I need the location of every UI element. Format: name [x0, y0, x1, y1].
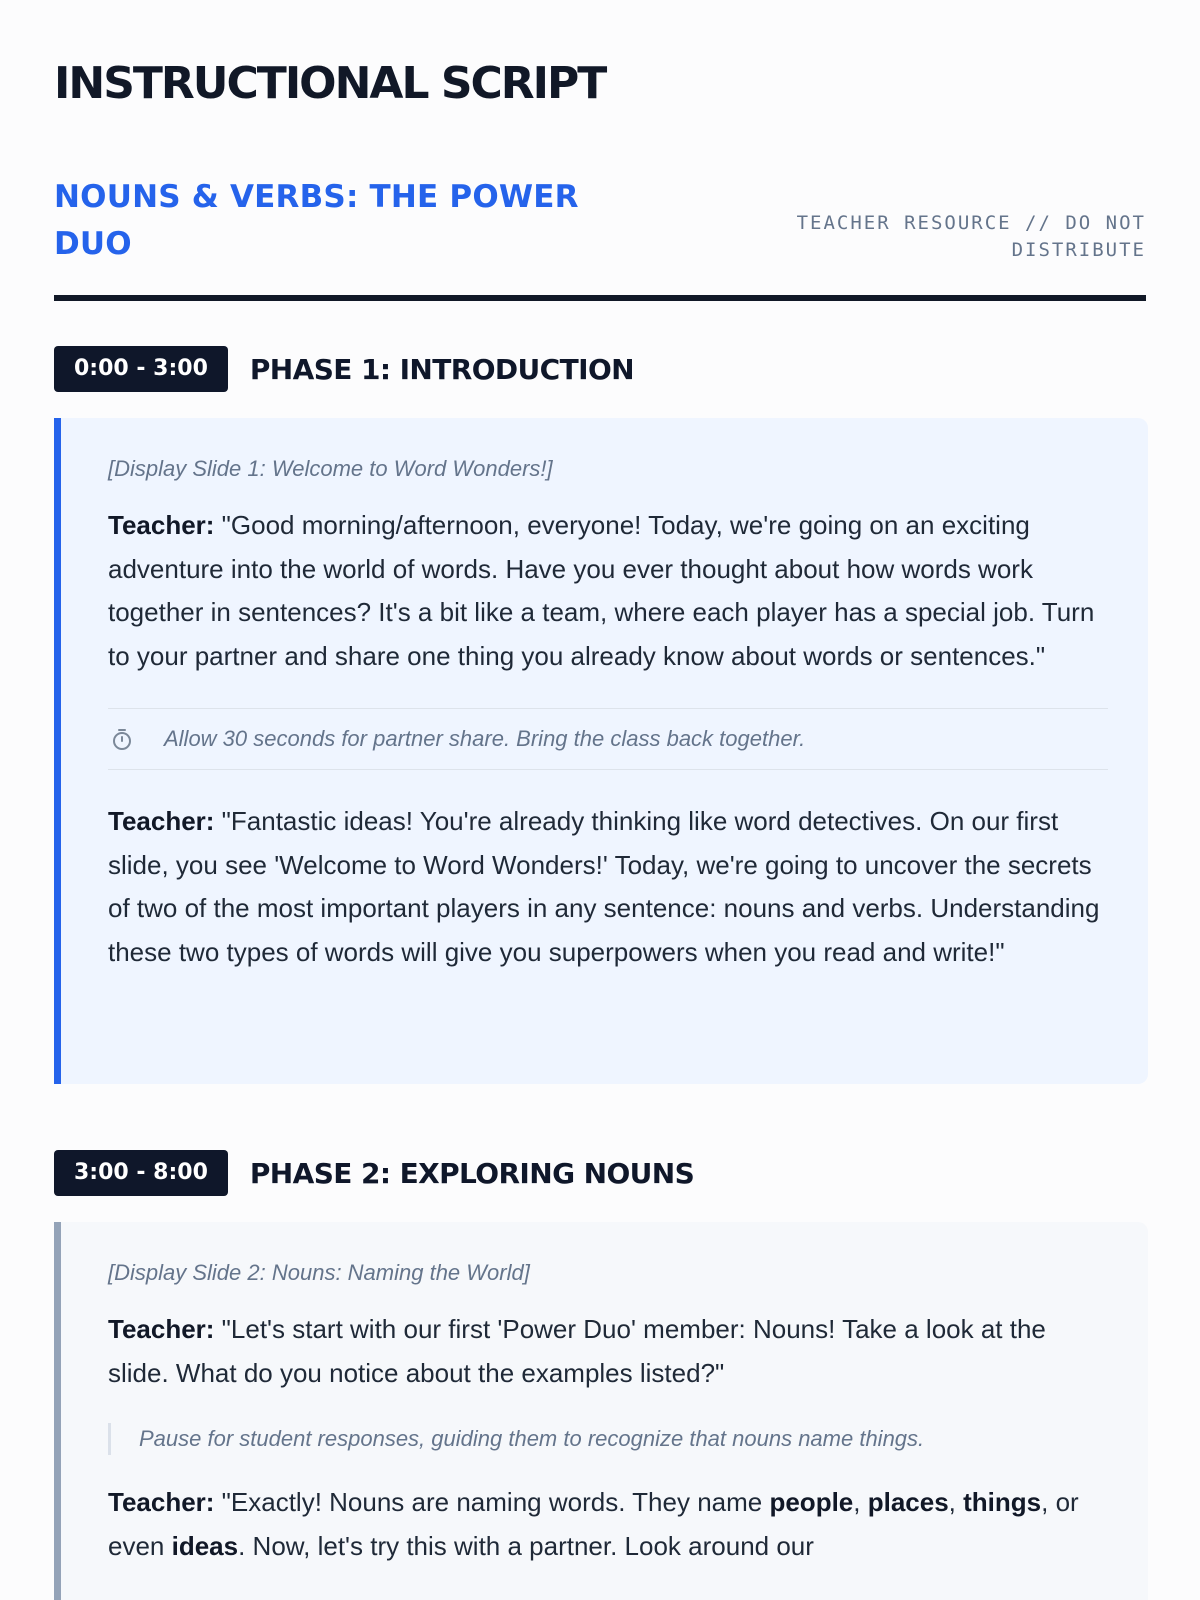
speaker-label: Teacher:: [108, 1487, 215, 1517]
separator: ,: [853, 1487, 868, 1517]
teacher-line-text: "Good morning/afternoon, everyone! Today, we're going on an exciting adventure into the world of words. Have you ever thought about how words work together in sentences? It's a bit like a team, where each player has a special job. Turn to your partner and share one thing you already know about words or sentences.": [108, 510, 1095, 671]
phase-1-heading: [54, 346, 634, 392]
document-title: INSTRUCTIONAL SCRIPT: [54, 58, 606, 109]
document-subtitle: NOUNS & VERBS: THE POWER DUO: [54, 179, 579, 262]
phase-2-time-badge: 3:00 - 8:00: [54, 1150, 228, 1196]
teacher-line: [108, 1308, 1108, 1395]
resource-tag: TEACHER RESOURCE // DO NOT DISTRIBUTE: [796, 212, 1146, 261]
timing-note-text: Allow 30 seconds for partner share. Bring the class back together.: [164, 726, 806, 751]
keyword-ideas: ideas: [171, 1530, 239, 1561]
timing-note: [108, 708, 1108, 770]
phase-1-title: PHASE 1: INTRODUCTION: [249, 352, 634, 386]
speaker-label: Teacher:: [108, 510, 215, 540]
keyword-things: things: [963, 1487, 1042, 1517]
slide-note: [Display Slide 2: Nouns: Naming the World]: [108, 1260, 530, 1285]
phase-2-script-card: [54, 1222, 1148, 1600]
document-header: [54, 0, 1146, 301]
teacher-line-text: "Let's start with our first 'Power Duo' member: Nouns! Take a look at the slide. What do you notice about the examples listed?": [108, 1314, 1046, 1388]
keyword-people: people: [769, 1487, 854, 1517]
phase-1-script-card: [54, 418, 1148, 1084]
teacher-line: [108, 1481, 1108, 1568]
keyword-places: places: [867, 1487, 949, 1517]
slide-note: [Display Slide 1: Welcome to Word Wonders!]: [108, 456, 553, 481]
teacher-line-text: . Now, let's try this with a partner. Look around our: [238, 1530, 814, 1561]
speaker-label: Teacher:: [108, 806, 215, 836]
separator: ,: [948, 1487, 964, 1517]
speaker-label: Teacher:: [108, 1314, 215, 1344]
teacher-line-text: , or even: [108, 1487, 1079, 1561]
phase-2-heading: [54, 1150, 694, 1196]
teacher-line: [108, 800, 1108, 974]
phase-1-time-badge: 0:00 - 3:00: [54, 346, 228, 392]
stopwatch-icon: [110, 727, 134, 751]
phase-2-title: PHASE 2: EXPLORING NOUNS: [249, 1156, 695, 1190]
pause-note: Pause for student responses, guiding them to recognize that nouns name things.: [108, 1423, 1108, 1455]
teacher-line-text: "Fantastic ideas! You're already thinking like word detectives. On our first slide, you see 'Welcome to Word Wonders!' Today, we're going to uncover the secrets of two of the most important players in any sentence: nouns and verbs. Understanding these two types of words will give you superpowers when you read and write!": [108, 806, 1100, 967]
teacher-line: [108, 504, 1108, 678]
teacher-line-text: "Exactly! Nouns are naming words. They name: [214, 1487, 770, 1517]
